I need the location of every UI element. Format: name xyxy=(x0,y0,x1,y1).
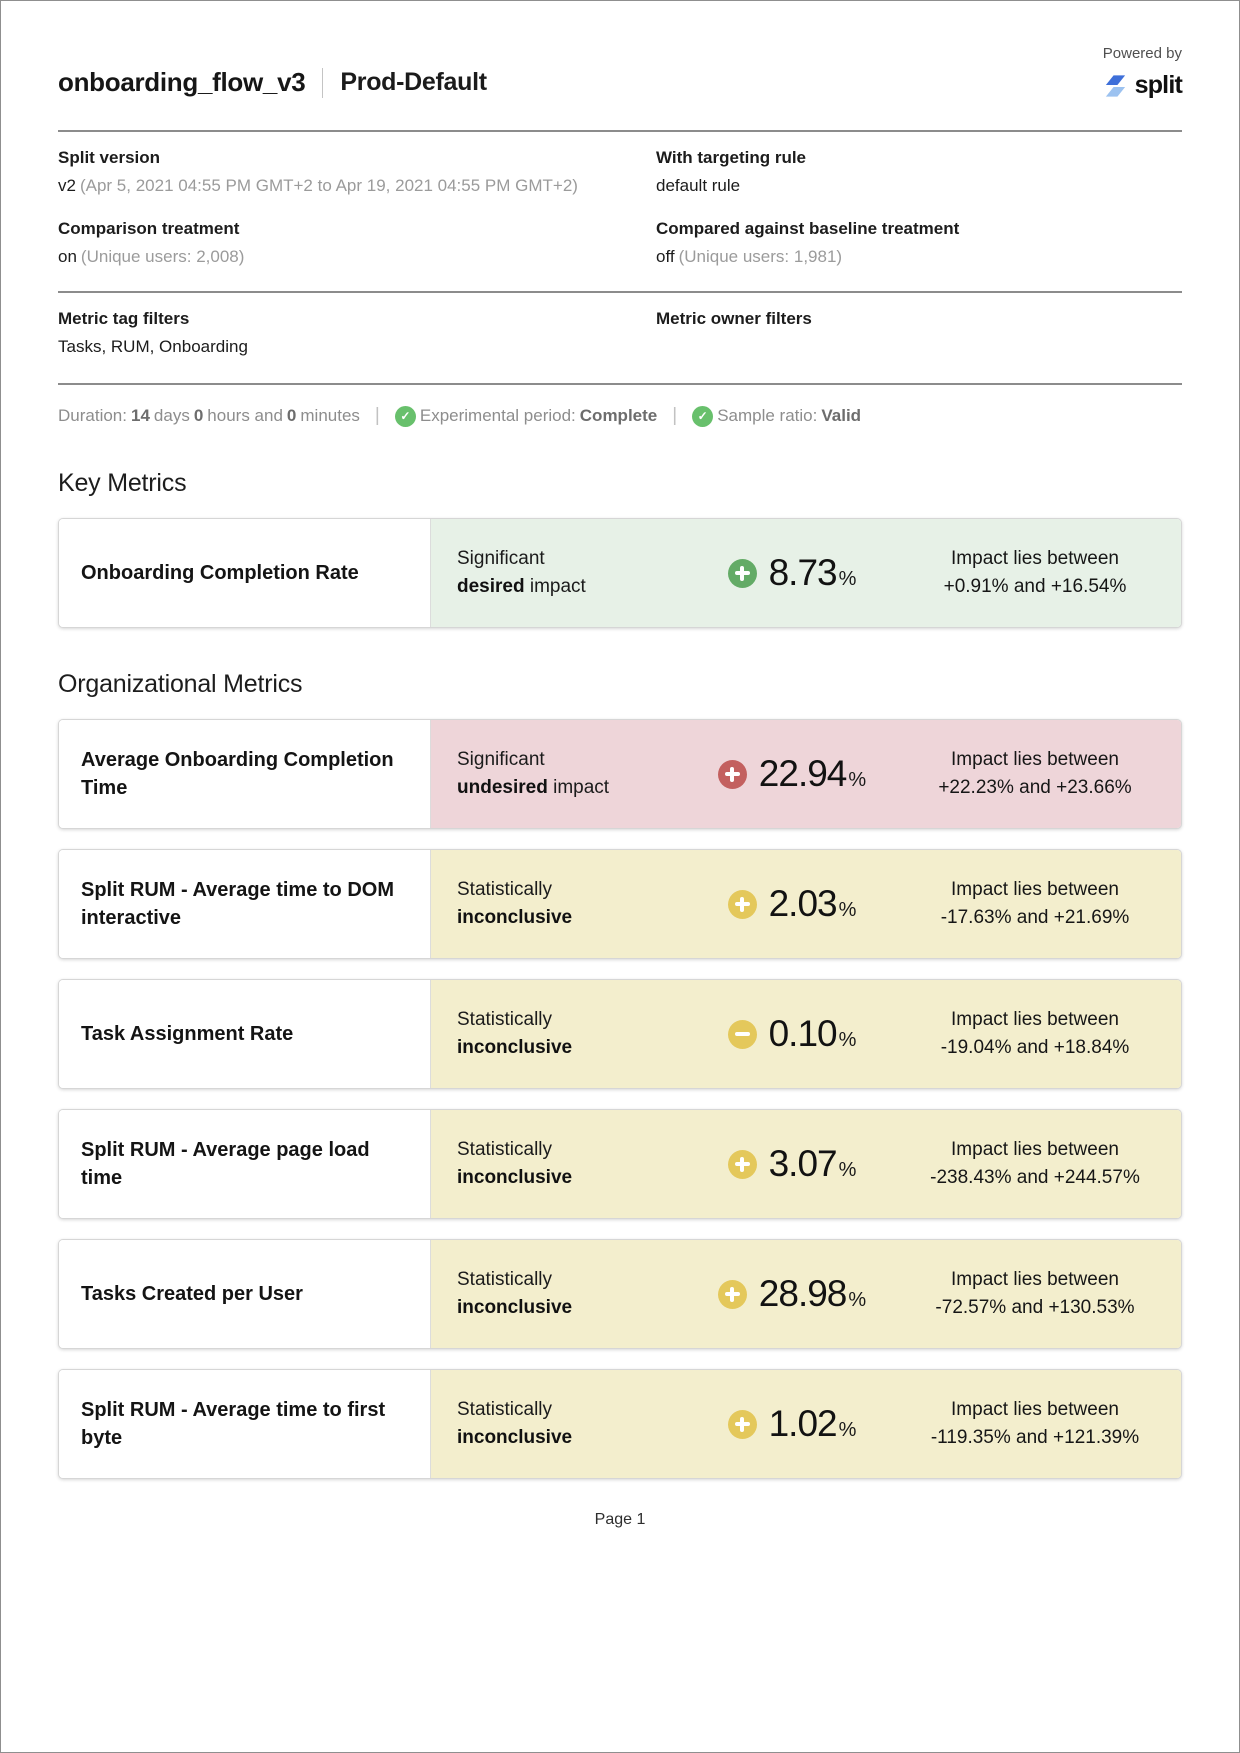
metric-name: Onboarding Completion Rate xyxy=(59,519,431,627)
metric-status-line1: Statistically xyxy=(457,1398,553,1420)
metric-status xyxy=(457,1136,669,1193)
meta-value-muted: (Unique users: 1,981) xyxy=(678,247,843,266)
meta-field-targeting-rule xyxy=(656,148,1182,196)
impact-number: 1.02 xyxy=(768,1403,837,1444)
metric-status-emphasis: inconclusive xyxy=(457,907,573,928)
metric-status-line1: Statistically xyxy=(457,878,553,900)
divider xyxy=(58,130,1182,132)
duration-label: Duration: xyxy=(58,406,127,425)
powered-by-block xyxy=(1103,45,1182,100)
metric-card xyxy=(58,849,1182,959)
brand-name: split xyxy=(1134,71,1182,99)
metric-status-line1: Statistically xyxy=(457,1138,553,1160)
impact-unit: % xyxy=(838,899,857,921)
impact-range-values: -119.35% and +121.39% xyxy=(930,1427,1140,1448)
check-icon xyxy=(395,406,416,427)
metric-status xyxy=(457,1006,669,1063)
metric-name: Split RUM - Average time to DOM interactive xyxy=(59,850,431,958)
brand-lockup xyxy=(1103,71,1182,100)
metric-impact-range xyxy=(915,1396,1155,1453)
metric-status-emphasis: undesired xyxy=(457,777,548,798)
metric-status-suffix: impact xyxy=(547,777,610,798)
duration-minutes: 0 xyxy=(286,406,297,425)
impact-range-values: -17.63% and +21.69% xyxy=(940,907,1130,928)
metric-impact xyxy=(669,1273,915,1315)
metric-status-emphasis: inconclusive xyxy=(457,1037,573,1058)
impact-range-intro: Impact lies between xyxy=(951,1398,1119,1420)
impact-unit: % xyxy=(838,1419,857,1441)
meta-field-owner-filters xyxy=(656,309,1182,357)
metric-status xyxy=(457,876,669,933)
meta-value-main: Tasks, RUM, Onboarding xyxy=(58,337,248,356)
impact-number: 8.73 xyxy=(768,552,837,593)
metric-name: Task Assignment Rate xyxy=(59,980,431,1088)
meta-value xyxy=(58,176,656,196)
impact-range-values: -238.43% and +244.57% xyxy=(930,1167,1140,1188)
page-number: Page 1 xyxy=(594,1511,646,1528)
impact-range-intro: Impact lies between xyxy=(951,878,1119,900)
report-page xyxy=(1,45,1239,1529)
impact-range-intro: Impact lies between xyxy=(951,1138,1119,1160)
meta-value-main: default rule xyxy=(656,176,741,195)
metric-result-panel xyxy=(431,720,1181,828)
experimental-period-label: Experimental period: xyxy=(419,406,576,425)
divider xyxy=(58,291,1182,293)
metric-result-panel xyxy=(431,1110,1181,1218)
metric-card xyxy=(58,719,1182,829)
impact-range-intro: Impact lies between xyxy=(951,1008,1119,1030)
meta-value xyxy=(656,337,1182,357)
metric-impact xyxy=(669,1143,915,1185)
meta-label: Split version xyxy=(58,148,161,167)
plus-icon xyxy=(728,1150,757,1179)
meta-field-tag-filters xyxy=(58,309,656,357)
metric-status-line1: Significant xyxy=(457,748,545,770)
metric-status-emphasis: inconclusive xyxy=(457,1297,573,1318)
impact-unit: % xyxy=(838,1159,857,1181)
split-name: onboarding_flow_v3 xyxy=(58,67,306,97)
metric-status-emphasis: inconclusive xyxy=(457,1427,573,1448)
meta-value-main: v2 xyxy=(58,176,76,195)
metric-status-suffix: impact xyxy=(524,576,586,597)
minus-icon xyxy=(728,1020,757,1049)
duration-days: 14 xyxy=(130,406,150,425)
experimental-period-value: Complete xyxy=(579,406,658,425)
meta-value-muted: (Unique users: 2,008) xyxy=(80,247,245,266)
meta-value xyxy=(58,247,656,267)
metric-card xyxy=(58,1109,1182,1219)
plus-icon xyxy=(718,760,747,789)
metric-status-line1: Statistically xyxy=(457,1268,553,1290)
meta-value xyxy=(656,176,1182,196)
metric-status xyxy=(457,1396,669,1453)
metric-card xyxy=(58,1369,1182,1479)
metric-impact-range xyxy=(915,1266,1155,1323)
title-group xyxy=(58,67,487,100)
metric-card xyxy=(58,518,1182,628)
check-icon xyxy=(692,406,713,427)
divider xyxy=(58,383,1182,385)
meta-label: Compared against baseline treatment xyxy=(656,219,960,238)
impact-range-intro: Impact lies between xyxy=(951,547,1119,569)
metric-card xyxy=(58,1239,1182,1349)
impact-number: 22.94 xyxy=(758,753,847,794)
metric-result-panel xyxy=(431,519,1181,627)
impact-range-values: -72.57% and +130.53% xyxy=(935,1297,1135,1318)
meta-grid-filters xyxy=(58,309,1182,357)
duration-hours: 0 xyxy=(193,406,204,425)
metric-name: Tasks Created per User xyxy=(59,1240,431,1348)
meta-value xyxy=(58,337,656,357)
metric-impact-range xyxy=(915,746,1155,803)
metric-impact xyxy=(669,552,915,594)
key-metrics-heading: Key Metrics xyxy=(58,469,187,497)
org-metrics-list xyxy=(58,719,1182,1479)
impact-range-values: +0.91% and +16.54% xyxy=(943,576,1127,597)
title-separator xyxy=(322,68,323,98)
metric-status xyxy=(457,1266,669,1323)
impact-number: 28.98 xyxy=(758,1273,847,1314)
meta-label: With targeting rule xyxy=(656,148,807,167)
metric-impact-range xyxy=(915,545,1155,602)
plus-icon xyxy=(728,1410,757,1439)
experiment-status-bar xyxy=(58,405,1182,427)
metric-status xyxy=(457,746,669,803)
impact-range-values: +22.23% and +23.66% xyxy=(938,777,1132,798)
impact-range-values: -19.04% and +18.84% xyxy=(940,1037,1130,1058)
metric-impact xyxy=(669,1013,915,1055)
metric-status-line1: Significant xyxy=(457,547,545,569)
metric-impact-range xyxy=(915,1136,1155,1193)
metric-impact xyxy=(669,1403,915,1445)
metric-card xyxy=(58,979,1182,1089)
metric-result-panel xyxy=(431,1370,1181,1478)
metric-result-panel xyxy=(431,850,1181,958)
meta-value-main: off xyxy=(656,247,675,266)
org-metrics-heading: Organizational Metrics xyxy=(58,670,303,698)
status-separator: | xyxy=(672,405,678,426)
meta-value-main: on xyxy=(58,247,77,266)
impact-number: 0.10 xyxy=(768,1013,837,1054)
powered-by-label: Powered by xyxy=(1102,45,1182,62)
metric-result-panel xyxy=(431,1240,1181,1348)
split-logo-icon xyxy=(1103,73,1128,99)
impact-range-intro: Impact lies between xyxy=(951,1268,1119,1290)
sample-ratio-label: Sample ratio: xyxy=(717,406,818,425)
plus-icon xyxy=(728,890,757,919)
impact-number: 3.07 xyxy=(768,1143,837,1184)
meta-field-split-version xyxy=(58,148,656,196)
metric-impact-range xyxy=(915,1006,1155,1063)
metric-status xyxy=(457,545,669,602)
sample-ratio-summary xyxy=(692,406,861,427)
impact-range-intro: Impact lies between xyxy=(951,748,1119,770)
metric-result-panel xyxy=(431,980,1181,1088)
metric-status-emphasis: desired xyxy=(457,576,525,597)
environment-name: Prod-Default xyxy=(340,68,487,96)
metric-impact xyxy=(669,753,915,795)
impact-unit: % xyxy=(848,769,867,791)
key-metrics-list xyxy=(58,518,1182,628)
metric-name: Split RUM - Average time to first byte xyxy=(59,1370,431,1478)
meta-field-baseline-treatment xyxy=(656,219,1182,267)
report-header xyxy=(58,45,1182,100)
duration-summary: Duration: 14 days 0 hours and 0 minutes xyxy=(58,406,360,425)
plus-icon xyxy=(718,1280,747,1309)
meta-grid-top xyxy=(58,148,1182,267)
metric-status-line1: Statistically xyxy=(457,1008,553,1030)
impact-number: 2.03 xyxy=(768,883,837,924)
meta-label: Comparison treatment xyxy=(58,219,240,238)
impact-unit: % xyxy=(838,1029,857,1051)
plus-icon xyxy=(728,559,757,588)
meta-value xyxy=(656,247,1182,267)
meta-label: Metric owner filters xyxy=(656,309,812,328)
experimental-period-summary xyxy=(395,406,657,427)
meta-value-muted: (Apr 5, 2021 04:55 PM GMT+2 to Apr 19, 2021 04:55 PM GMT+2) xyxy=(79,176,578,195)
meta-field-comparison-treatment xyxy=(58,219,656,267)
metric-impact xyxy=(669,883,915,925)
status-separator: | xyxy=(374,405,380,426)
impact-unit: % xyxy=(848,1289,867,1311)
metric-status-emphasis: inconclusive xyxy=(457,1167,573,1188)
metric-name: Split RUM - Average page load time xyxy=(59,1110,431,1218)
impact-unit: % xyxy=(838,568,857,590)
meta-label: Metric tag filters xyxy=(58,309,190,328)
metric-impact-range xyxy=(915,876,1155,933)
sample-ratio-value: Valid xyxy=(821,406,862,425)
metric-name: Average Onboarding Completion Time xyxy=(59,720,431,828)
